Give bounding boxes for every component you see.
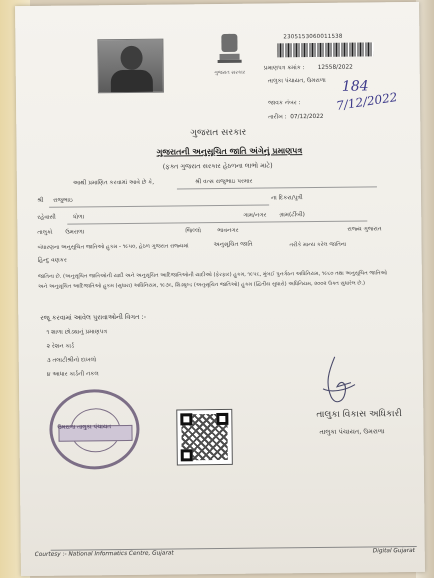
qr-finder-bl	[181, 449, 193, 461]
taluka-label: તાલુકો	[37, 229, 53, 236]
certificate-no: 12558/2022	[317, 64, 353, 71]
village-type-label: ગામ/નગર	[243, 212, 267, 219]
underline-3	[67, 220, 367, 224]
qr-code	[176, 409, 233, 466]
village-label: રહેવાસી	[37, 214, 56, 221]
officer-signature	[305, 352, 366, 413]
taluka: ઉમરાળા	[65, 229, 85, 236]
document-item-4: ૪ આધાર કાર્ડની નકલ	[46, 371, 99, 378]
state-label: રાજ્ય ગુજરાત	[347, 226, 382, 233]
caste-category: અનુસૂચિત જાતિ	[213, 241, 253, 249]
document-item-2: ૨ રેશન કાર્ડ	[46, 343, 75, 350]
photo-body	[111, 70, 153, 92]
date-label: તારીખ :	[268, 114, 287, 121]
document-item-3: ૩ તલાટીશ્રીનો દાખલો	[46, 357, 97, 364]
signatory-office: તાલુકા પંચાયત, ઉમરાળા	[319, 427, 385, 436]
date-value: 07/12/2022	[290, 113, 324, 121]
footer-digital-gujarat: Digital Gujarat	[372, 547, 415, 555]
handwritten-date: 7/12/2022	[335, 89, 399, 113]
documents-heading: રજૂ કરવામાં આવેલ પુરાવાઓની વિગત :-	[40, 312, 147, 322]
state-emblem-icon	[211, 28, 247, 68]
father-name: રાજુભાઇ	[53, 197, 73, 204]
document-item-1: ૧ શાળા છોડ્યાનું પ્રમાણપત્ર	[46, 329, 108, 336]
underline-1	[177, 186, 377, 189]
outward-label: જાવક નંબર :	[268, 100, 301, 107]
qr-finder-tl	[180, 413, 192, 425]
footer-divider	[51, 546, 417, 551]
seal-text: ઉમરાળા તાલુકા પંચાયત	[57, 424, 112, 431]
legal-paragraph: જાતિના છે. (અનુસૂચિત જાતિઓની યાદી અને અનુસૂચિત આદિજાતિઓની યાદીઓ (ફેરફાર) હુકમ, ૧૯૫૬, મુંબઈ પુનર્ગઠન અધિનિયમ, ૧૯૬૦ તથા અનુસૂચિત જાતિઓ અને અનુસૂચિત આદિજાતિઓ હુકમ (સુધારા) અધિનિયમ, ૧૯૭૬, શિડ્યુલ્ડ (અનુસૂચિત જાતિઓ) હુકમ (દ્વિતીય સુધારો) અધિનિયમ, ૨૦૦૨ ઉક્ત સુધારેલ છે.)	[37, 270, 388, 290]
footer-courtesy: Courtesy :- National Informatics Centre, Gujarat	[34, 550, 174, 558]
signatory-title: તાલુકા વિકાસ અધિકારી	[316, 409, 402, 420]
district: ભાવનગર	[217, 227, 239, 235]
certificate-paper	[15, 2, 425, 576]
certificate-subtitle: (ફક્ત ગુજરાત સરકાર હેઠળના લાભો માટે)	[162, 161, 273, 171]
caste-line-prefix: બંધારણના અનુસૂચિત જાતિઓ હુકમ - ૧૯૫૦, હેઠળ ગુજરાત રાજ્યમાં	[37, 243, 189, 251]
son-of-label: ના દિકરા/પુત્રી	[271, 195, 303, 202]
underline-2	[49, 204, 269, 207]
barcode-number: 2305153060011538	[283, 33, 343, 41]
barcode	[277, 42, 373, 57]
certify-prefix: આથી પ્રમાણિત કરવામાં આવે છે કે,	[72, 179, 155, 187]
certificate-no-label: પ્રમાણપત્ર ક્રમાંક :	[263, 65, 305, 72]
office-line: તાલુકા પંચાયત, ઉમરાળા	[267, 77, 326, 85]
district-label: જિલ્લો	[185, 228, 202, 235]
village: ધોળા	[73, 214, 85, 221]
qr-finder-tr	[216, 413, 228, 425]
holder-photo	[97, 39, 164, 94]
caste-line-suffix: તરીકે માન્ય કરેલ જાતિના	[289, 241, 347, 249]
holder-name: શ્રી વત્સ રાજુભાઇ પરમાર	[194, 178, 253, 186]
caste-name: હિન્દુ વણકર	[37, 257, 67, 264]
photo-head	[120, 46, 142, 70]
village-type: ગ્રામ(ટીંબી)	[279, 212, 305, 219]
emblem-caption: ગુજરાત સરકાર	[214, 69, 246, 77]
outward-no-handwritten: 184	[341, 78, 369, 95]
certificate-title: ગુજરાતની અનુસૂચિત જાતિ અંગેનું પ્રમાણપત્ર	[156, 146, 303, 157]
government-heading: ગુજરાત સરકાર	[190, 127, 247, 139]
shri-label: શ્રી	[37, 197, 44, 204]
